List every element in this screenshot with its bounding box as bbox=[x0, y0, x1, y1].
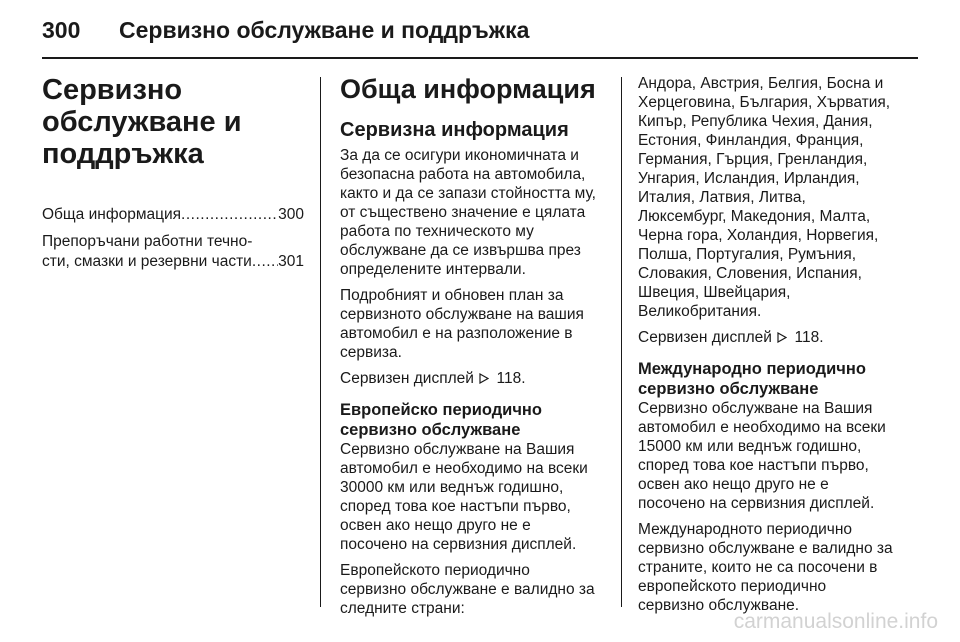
subsection-heading-service-info: Сервизна информация bbox=[340, 119, 569, 141]
paragraph-eu-interval: Сервизно обслужване на Вашия автомобил е необходимо на всеки 30000 км или веднъж годишно, според това кое настъпи първо, освен ако нещо друго не е посочено на сервизния дисплей. bbox=[340, 441, 588, 553]
paragraph-country-list: Андора, Австрия, Белгия, Босна и Херцеговина, България, Хърватия, Кипър, Република Чехия, Дания, Естония, Финландия, Франция, Германия, Гърция, Гренландия, Унгария, Исландия, Ирландия, Италия, Латвия, Литва, Люксембург, Македония, Малта, Черна гора, Холандия, Норвегия, Полша, Португалия, Румъния, Словакия, Словения, Испания, Швеция, Швейцария, Великобритания. bbox=[638, 75, 891, 320]
page-header bbox=[42, 14, 918, 54]
reference-page: 118. bbox=[794, 329, 824, 346]
paragraph-service-intro: За да се осигури икономичната и безопасна работа на автомобила, както и да се запази стойността му, от съществено значение е цялата работа по техническото му обслужване да се извършва през определените интервали. bbox=[340, 147, 596, 278]
toc-entry-page: 300 bbox=[278, 206, 304, 223]
section-heading: Обща информация bbox=[340, 74, 596, 104]
reference-label: Сервизен дисплей bbox=[638, 329, 772, 346]
toc-entry-page: 301 bbox=[278, 253, 304, 270]
column-divider-left bbox=[320, 77, 321, 607]
paragraph-service-plan: Подробният и обновен план за сервизното обслужване на вашия автомобил е на разположение в сервиза. bbox=[340, 287, 584, 361]
toc-entry-label: Препоръчани работни течно- bbox=[42, 233, 253, 250]
paragraph-eu-countries-intro: Европейското периодично сервизно обслужване е валидно за следните страни: bbox=[340, 562, 595, 617]
right-column bbox=[638, 74, 908, 622]
toc-leader-dots bbox=[252, 252, 278, 272]
running-title: Сервизно обслужване и поддръжка bbox=[119, 17, 530, 43]
page-number: 300 bbox=[42, 17, 81, 43]
main-column bbox=[340, 74, 608, 625]
subsection-heading-intl-service: Международно периодично сервизно обслужване bbox=[638, 360, 866, 398]
page-reference-triangle-icon bbox=[777, 332, 787, 343]
watermark: carmanualsonline.info bbox=[733, 610, 938, 633]
toc-leader-dots bbox=[181, 205, 278, 225]
toc-entry-general-info[interactable] bbox=[42, 205, 304, 225]
subsection-heading-eu-service: Европейско периодично сервизно обслужване bbox=[340, 401, 542, 439]
toc-entry-label-cont: сти, смазки и резервни части bbox=[42, 253, 252, 270]
intl-service-section bbox=[638, 359, 908, 615]
paragraph-intl-validity: Международното периодично сервизно обслужване е валидно за страните, които не са посочени в европейското периодично сервизно обслужване. bbox=[638, 521, 893, 614]
toc-entry-fluids-parts[interactable] bbox=[42, 232, 304, 272]
paragraph-intl-interval: Сервизно обслужване на Вашия автомобил е необходимо на всеки 15000 км или веднъж годишно, според това кое настъпи първо, освен ако нещо друго не е посочено на сервизния дисплей. bbox=[638, 400, 886, 512]
toc-entry-label: Обща информация bbox=[42, 206, 182, 223]
column-divider-right bbox=[621, 77, 622, 607]
header-divider bbox=[42, 57, 918, 59]
page-reference-triangle-icon bbox=[479, 373, 489, 384]
eu-service-section bbox=[340, 400, 608, 618]
reference-page: 118. bbox=[496, 370, 526, 387]
service-display-reference[interactable] bbox=[638, 328, 908, 347]
reference-label: Сервизен дисплей bbox=[340, 370, 474, 387]
service-display-reference[interactable] bbox=[340, 369, 608, 388]
chapter-sidebar bbox=[42, 74, 304, 279]
chapter-title: Сервизно обслужване и поддръжка bbox=[42, 74, 242, 170]
